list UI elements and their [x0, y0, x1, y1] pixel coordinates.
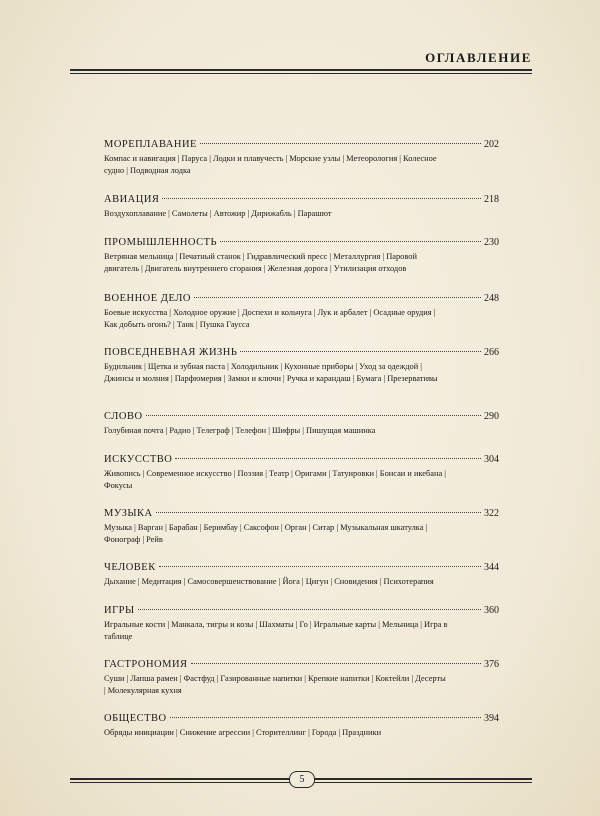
toc-entry-page: 230 — [484, 237, 499, 248]
dot-leader — [194, 297, 481, 298]
toc-entry[interactable] — [104, 658, 499, 696]
toc-entry-page: 322 — [484, 508, 499, 519]
toc-entry-desc: Музыка | Варган | Барабан | Беримбау | Саксофон | Орган | Ситар | Музыкальная шкатулка | Фонограф | Рейв — [104, 523, 428, 544]
toc-entry-desc: Ветряная мельница | Печатный станок | Гидравлический пресс | Металлургия | Паровой двигатель | Двигатель внутреннего сгорания | Железная дорога | Утилизация отходов — [104, 252, 417, 273]
toc-entry[interactable] — [104, 507, 499, 545]
toc-entry-page: 344 — [484, 562, 499, 573]
toc-entry-title: ЧЕЛОВЕК — [104, 562, 156, 573]
toc-entry[interactable] — [104, 604, 499, 642]
toc-entry-title: ГАСТРОНОМИЯ — [104, 659, 188, 670]
dot-leader — [162, 198, 481, 199]
toc-entry-page: 360 — [484, 605, 499, 616]
toc-entry[interactable] — [104, 561, 499, 588]
toc-entry-title: ИСКУССТВО — [104, 454, 173, 465]
toc-entry-page: 394 — [484, 713, 499, 724]
dot-leader — [220, 241, 481, 242]
toc-entry[interactable] — [104, 346, 499, 384]
toc-entry-title: ОБЩЕСТВО — [104, 713, 167, 724]
page-number: 5 — [289, 771, 315, 788]
dot-leader — [200, 143, 481, 144]
toc-entry-desc: Живопись | Современное искусство | Поэзия | Театр | Оригами | Татуировки | Бонсаи и икебана | Фокусы — [104, 469, 446, 490]
header-rule — [70, 69, 532, 71]
toc-entry-page: 290 — [484, 411, 499, 422]
toc-entry-page: 376 — [484, 659, 499, 670]
toc-entry-title: ИГРЫ — [104, 605, 135, 616]
toc-entry-title: ПОВСЕДНЕВНАЯ ЖИЗНЬ — [104, 347, 238, 358]
toc-entry-title: ПРОМЫШЛЕННОСТЬ — [104, 237, 218, 248]
toc-entry-desc: Обряды инициации | Снижение агрессии | Сторителлинг | Города | Праздники — [104, 728, 382, 737]
dot-leader — [146, 415, 481, 416]
dot-leader — [159, 566, 481, 567]
dot-leader — [170, 717, 481, 718]
toc-entry[interactable] — [104, 712, 499, 739]
toc-entry[interactable] — [104, 138, 499, 176]
dot-leader — [138, 609, 481, 610]
dot-leader — [156, 512, 481, 513]
toc-entry[interactable] — [104, 193, 499, 220]
toc-entry-page: 218 — [484, 194, 499, 205]
dot-leader — [175, 458, 481, 459]
toc-entry-desc: Боевые искусства | Холодное оружие | Доспехи и кольчуга | Лук и арбалет | Осадные орудия | Как добыть огонь? | Танк | Пушка Гаусса — [104, 308, 436, 329]
toc-entry-desc: Будильник | Щетка и зубная паста | Холодильник | Кухонные приборы | Уход за одеждой | Джинсы и молния | Парфюмерия | Замки и ключи | Ручка и карандаш | Бумага | Презервативы — [104, 362, 438, 383]
toc-entry-title: МУЗЫКА — [104, 508, 153, 519]
toc-entry-page: 266 — [484, 347, 499, 358]
toc-entry-desc: Игральные кости | Манкала, тигры и козы | Шахматы | Го | Игральные карты | Мельница | Игра в таблице — [104, 620, 448, 641]
toc-entry-desc: Голубиная почта | Радио | Телеграф | Телефон | Шифры | Пишущая машинка — [104, 426, 376, 435]
toc-entry-desc: Воздухоплавание | Самолеты | Автожир | Дирижабль | Парашют — [104, 209, 332, 218]
toc-entry-page: 202 — [484, 139, 499, 150]
toc-entry-title: СЛОВО — [104, 411, 143, 422]
toc-entry-desc: Дыхание | Медитация | Самосовершенствование | Йога | Цигун | Сновидения | Психотерапия — [104, 577, 434, 586]
toc-entry-title: АВИАЦИЯ — [104, 194, 160, 205]
toc-entry-desc: Суши | Лапша рамен | Фастфуд | Газированные напитки | Крепкие напитки | Коктейли | Десерты | Молекулярная кухня — [104, 674, 446, 695]
toc-entry-page: 304 — [484, 454, 499, 465]
toc-entry-desc: Компас и навигация | Паруса | Лодки и плавучесть | Морские узлы | Метеорология | Колесное судно | Подводная лодка — [104, 154, 437, 175]
toc-entry[interactable] — [104, 292, 499, 330]
toc-entry-title: ВОЕННОЕ ДЕЛО — [104, 293, 191, 304]
dot-leader — [191, 663, 481, 664]
header-rule-thin — [70, 73, 532, 74]
toc-entry[interactable] — [104, 453, 499, 491]
toc-entry[interactable] — [104, 410, 499, 437]
toc-entry-title: МОРЕПЛАВАНИЕ — [104, 139, 197, 150]
toc-entry-page: 248 — [484, 293, 499, 304]
toc-entry[interactable] — [104, 236, 499, 274]
page-title: ОГЛАВЛЕНИЕ — [425, 50, 532, 65]
dot-leader — [240, 351, 481, 352]
